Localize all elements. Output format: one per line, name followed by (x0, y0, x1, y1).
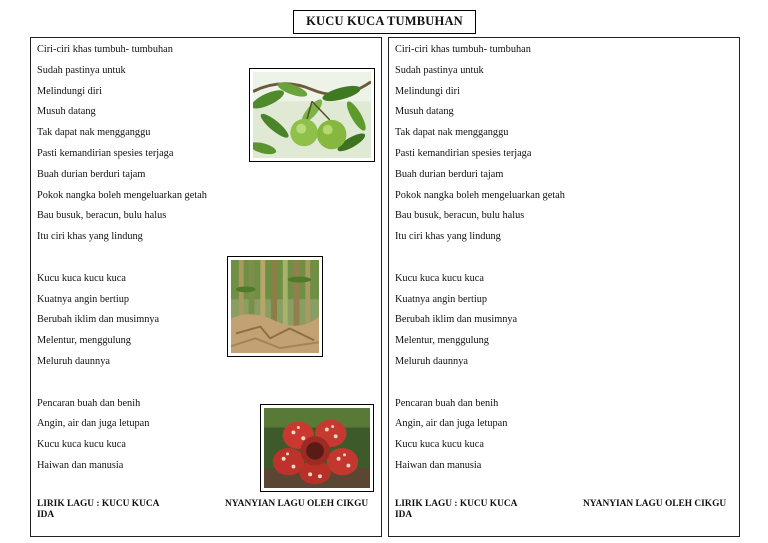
lyric-line: Pokok nangka boleh mengeluarkan getah (37, 189, 207, 201)
lyrics-block (37, 40, 207, 477)
lyricist-credit: LIRIK LAGU : KUCU KUCA (395, 499, 518, 509)
lyric-line: Meluruh daunnya (37, 355, 110, 367)
lyric-line: Kucu kuca kucu kuca (395, 272, 484, 284)
stanza-gap (395, 248, 565, 269)
lyric-line: Buah durian berduri tajam (395, 168, 504, 180)
lyric-line: Musuh datang (395, 106, 454, 118)
stanza-gap (37, 248, 207, 269)
lyric-line: Haiwan dan manusia (37, 459, 124, 471)
lyric-line: Kucu kuca kucu kuca (37, 272, 126, 284)
lyrics-panel-right (388, 37, 740, 537)
lyric-line: Pasti kemandirian spesies terjaga (37, 147, 174, 159)
lyric-line: Pasti kemandirian spesies terjaga (395, 147, 532, 159)
singer-credit-cont: IDA (395, 510, 413, 520)
lyricist-credit: LIRIK LAGU : KUCU KUCA (37, 499, 160, 509)
lyric-line: Melentur, menggulung (395, 335, 489, 347)
lyric-line: Pokok nangka boleh mengeluarkan getah (395, 189, 565, 201)
lyrics-block (395, 40, 565, 477)
stanza-gap (395, 373, 565, 394)
singer-credit-cont: IDA (37, 510, 55, 520)
lyric-line: Kuatnya angin bertiup (395, 293, 488, 305)
lyric-line: Melindungi diri (37, 85, 102, 97)
lyric-line: Musuh datang (37, 106, 96, 118)
rafflesia-flower-photo (260, 404, 374, 492)
lyrics-panel-left (30, 37, 382, 537)
lyric-line: Buah durian berduri tajam (37, 168, 146, 180)
singer-credit: NYANYIAN LAGU OLEH CIKGU (225, 499, 369, 509)
page-title: KUCU KUCA TUMBUHAN (293, 10, 476, 34)
lyric-line: Sudah pastinya untuk (395, 64, 484, 76)
lyric-line: Sudah pastinya untuk (37, 64, 126, 76)
lyric-line: Itu ciri khas yang lindung (395, 231, 501, 243)
lyric-line: Meluruh daunnya (395, 355, 468, 367)
lyric-line: Angin, air dan juga letupan (37, 418, 150, 430)
lyric-line: Tak dapat nak mengganggu (395, 127, 509, 139)
lyric-line: Ciri-ciri khas tumbuh- tumbuhan (37, 44, 173, 55)
lyric-line: Berubah iklim dan musimnya (37, 314, 160, 326)
lyric-line: Kuatnya angin bertiup (37, 293, 130, 305)
lyric-line: Kucu kuca kucu kuca (395, 439, 484, 451)
lyric-line: Pencaran buah dan benih (395, 397, 499, 409)
green-fruit-photo (249, 68, 375, 162)
lyric-line: Haiwan dan manusia (395, 459, 482, 471)
lyric-line: Melindungi diri (395, 85, 460, 97)
bamboo-photo (227, 256, 323, 357)
lyric-line: Bau busuk, beracun, bulu halus (395, 210, 525, 222)
lyric-line: Itu ciri khas yang lindung (37, 231, 143, 243)
lyric-line: Melentur, menggulung (37, 335, 131, 347)
lyric-line: Kucu kuca kucu kuca (37, 439, 126, 451)
lyric-line: Pencaran buah dan benih (37, 397, 141, 409)
lyric-line: Tak dapat nak mengganggu (37, 127, 151, 139)
lyric-line: Angin, air dan juga letupan (395, 418, 508, 430)
stanza-gap (37, 373, 207, 394)
singer-credit: NYANYIAN LAGU OLEH CIKGU (583, 499, 727, 509)
lyric-line: Ciri-ciri khas tumbuh- tumbuhan (395, 44, 531, 55)
lyric-line: Bau busuk, beracun, bulu halus (37, 210, 167, 222)
lyric-line: Berubah iklim dan musimnya (395, 314, 518, 326)
